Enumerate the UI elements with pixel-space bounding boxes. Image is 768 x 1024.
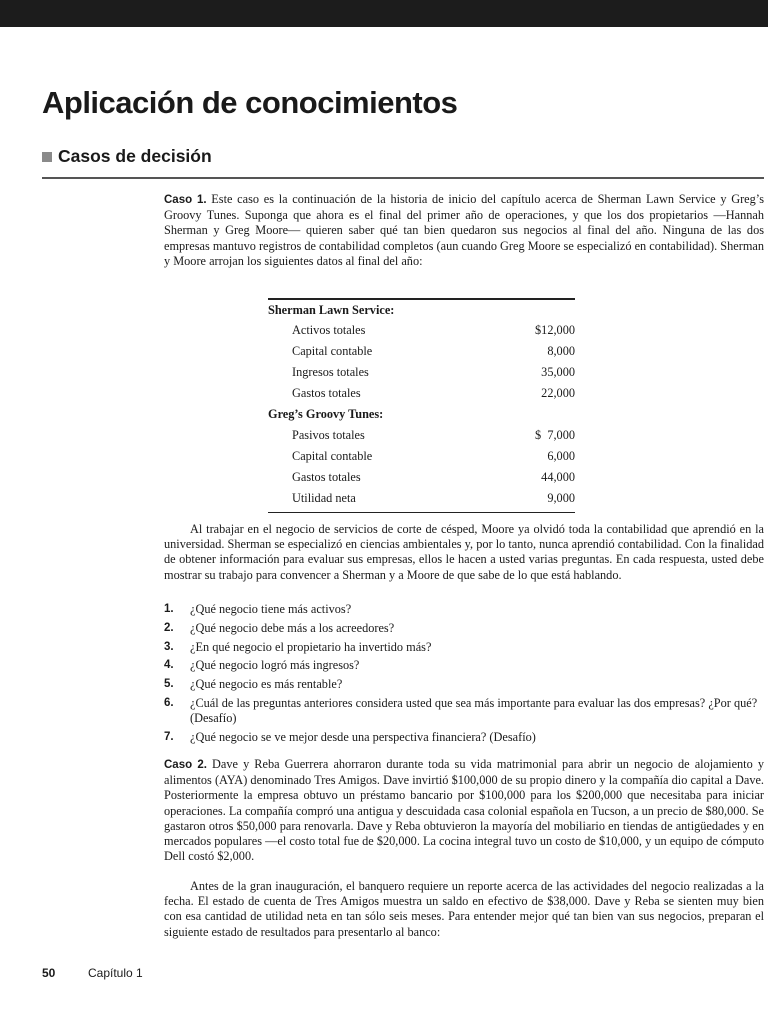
top-header-bar [0, 0, 768, 27]
case2-paragraph-1-text: Dave y Reba Guerrera ahorraron durante toda su vida matrimonial para abrir un negocio de alojamiento y alimentos (AYA) denominado Tres Amigos. Dave invirtió $100,000 de su propio dinero y la compañía dio capital a Dave. Posteriormente la empresa obtuvo un préstamo bancario por $100,000 para los $200,000 que necesitaba para iniciar operaciones. La compañía compró una antigua y descuidada casa colonial española en Tucson, a un precio de $80,000. Se gastaron otros $50,000 para renovarla. Dave y Reba obtuvieron la mayoría del mobiliario en tiendas de antigüedades y en mercados populares —el costo total fue de $20,000. La cocina integral tuvo un costo de $10,000, y un equipo de cómputo Dell costó $2,000. [164, 757, 764, 864]
section-title: Casos de decisión [58, 146, 212, 166]
row-value: $ 7,000 [535, 427, 575, 442]
question-number: 3. [164, 640, 174, 653]
question-number: 7. [164, 730, 174, 743]
table-row [268, 362, 575, 383]
page-footer [42, 966, 143, 980]
table-company-header [268, 300, 575, 321]
row-value: 8,000 [547, 344, 575, 359]
table-row [268, 467, 575, 488]
case2-paragraph-1 [164, 757, 764, 864]
question-number: 1. [164, 603, 174, 615]
section-divider [42, 177, 764, 179]
row-value: 35,000 [541, 365, 575, 380]
case1-intro-paragraph [164, 192, 764, 269]
table-row [268, 341, 575, 362]
case2-label: Caso 2. [164, 759, 207, 771]
row-label: Ingresos totales [292, 365, 369, 380]
section-heading [42, 146, 212, 167]
list-item [164, 658, 764, 673]
row-value: 22,000 [541, 386, 575, 401]
row-label: Gastos totales [292, 386, 361, 401]
chapter-title: Aplicación de conocimientos [42, 85, 458, 120]
questions-list [164, 602, 764, 749]
list-item [164, 677, 764, 692]
case2-paragraph-2: Antes de la gran inauguración, el banquero requiere un reporte acerca de las actividades del negocio realizadas a la fecha. El estado de cuenta de Tres Amigos muestra un saldo en efectivo de $38,000. Dave y Reba se sienten muy bien con esa cantidad de utilidad neta en tan sólo seis meses. Para entender mejor qué tan bien van sus negocios, preparan el siguiente estado de resultados para presentarlo al banco: [164, 879, 764, 939]
question-text: ¿Qué negocio se ve mejor desde una perspectiva financiera? (Desafío) [190, 729, 536, 744]
table-company-header [268, 404, 575, 425]
list-item [164, 621, 764, 636]
question-text: ¿Cuál de las preguntas anteriores considera usted que sea más importante para evaluar las dos empresas? ¿Por qué? (Desafío) [190, 695, 758, 726]
list-item [164, 640, 764, 655]
row-value: $12,000 [535, 323, 575, 338]
list-item [164, 602, 764, 617]
row-label: Utilidad neta [292, 490, 356, 505]
row-label: Capital contable [292, 344, 373, 359]
question-number: 6. [164, 696, 174, 709]
table-row [268, 488, 575, 509]
list-item [164, 696, 764, 726]
chapter-label: Capítulo 1 [88, 966, 143, 980]
question-number: 4. [164, 659, 174, 672]
table-row [268, 425, 575, 446]
row-value: 6,000 [547, 448, 575, 463]
table-row [268, 320, 575, 341]
company-name: Greg’s Groovy Tunes: [268, 406, 384, 421]
row-label: Pasivos totales [292, 427, 365, 442]
row-label: Capital contable [292, 448, 373, 463]
case1-paragraph-2: Al trabajar en el negocio de servicios de corte de césped, Moore ya olvidó toda la contabilidad que aprendió en la universidad. Sherman se especializó en ciencias ambientales y, por lo tanto, nunca aprendió contabilidad. Con la finalidad de obtener información para evaluar sus empresas, ellos le hacen a usted varias preguntas. En cada respuesta, usted debe mostrar su trabajo para convencer a Sherman y a Moore de que sabe de lo que está hablando. [164, 522, 764, 582]
financial-data-table [268, 298, 575, 513]
row-label: Gastos totales [292, 469, 361, 484]
question-number: 2. [164, 621, 174, 634]
table-bottom-rule [268, 512, 575, 513]
question-text: ¿En qué negocio el propietario ha invertido más? [190, 639, 432, 654]
table-row [268, 383, 575, 404]
case1-intro-text: Este caso es la continuación de la historia de inicio del capítulo acerca de Sherman Lawn Service y Greg’s Groovy Tunes. Suponga que ahora es el final del primer año de operaciones, y que los dos propietarios —Hannah Sherman y Greg Moore— quieren saber qué tan bien quedaron sus negocios al final del año. Ninguna de las dos empresas mantuvo registros de contabilidad completos (aun cuando Greg Moore se especializó en contabilidad). Sherman y Moore arrojan los siguientes datos al final del año: [164, 192, 764, 268]
list-item [164, 730, 764, 745]
row-label: Activos totales [292, 323, 366, 338]
question-text: ¿Qué negocio es más rentable? [190, 677, 343, 692]
row-value: 44,000 [541, 469, 575, 484]
question-text: ¿Qué negocio debe más a los acreedores? [190, 620, 395, 635]
table-row [268, 446, 575, 467]
page-number: 50 [42, 966, 56, 980]
question-number: 5. [164, 678, 174, 691]
company-name: Sherman Lawn Service: [268, 302, 395, 317]
question-text: ¿Qué negocio logró más ingresos? [190, 658, 360, 673]
square-bullet-icon [42, 152, 52, 162]
case1-label: Caso 1. [164, 194, 207, 206]
row-value: 9,000 [547, 490, 575, 505]
question-text: ¿Qué negocio tiene más activos? [190, 602, 352, 616]
